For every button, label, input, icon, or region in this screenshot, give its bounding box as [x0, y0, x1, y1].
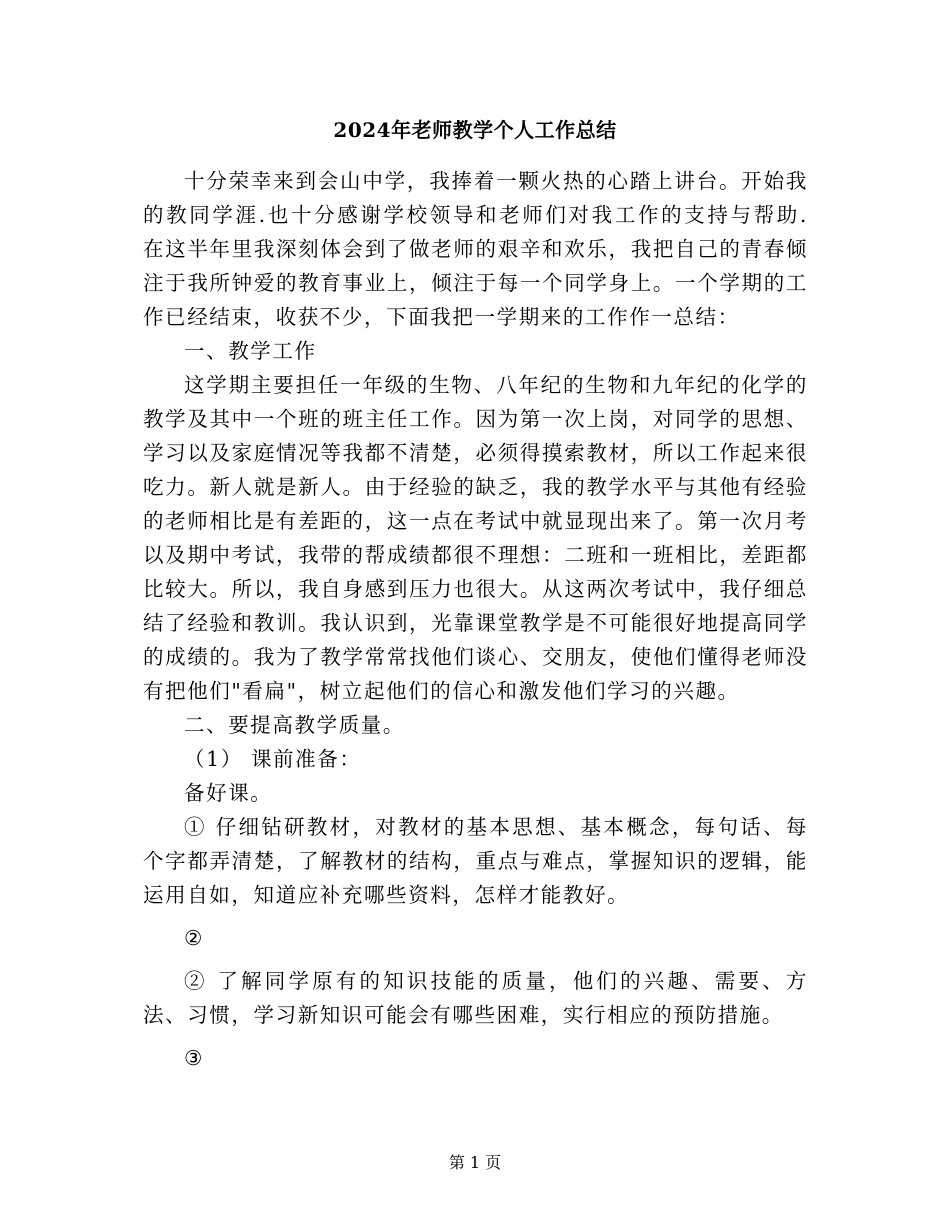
list-item-3-marker: ③ [184, 1046, 204, 1070]
paragraph-teaching-work: 这学期主要担任一年级的生物、八年纪的生物和九年纪的化学的教学及其中一个班的班主任工作。因为第一次上岗，对同学的思想、学习以及家庭情况等我都不清楚，必须得摸索教材，所以工作起来很吃力。新人就是新人。由于经验的缺乏，我的教学水平与其他有经验的老师相比是有差距的，这一点在考试中就显现出来了。第一次月考以及期中考试，我带的帮成绩都很不理想：二班和一班相比，差距都比较大。所以，我自身感到压力也很大。从这两次考试中，我仔细总结了经验和教训。我认识到，光靠课堂教学是不可能很好地提高同学的成绩的。我为了教学常常找他们谈心、交朋友，使他们懂得老师没有把他们"看扁"，树立起他们的信心和激发他们学习的兴趣。 [143, 373, 808, 703]
paragraph-intro: 十分荣幸来到会山中学，我捧着一颗火热的心踏上讲台。开始我的教同学涯.也十分感谢学校领导和老师们对我工作的支持与帮助. 在这半年里我深刻体会到了做老师的艰辛和欢乐，我把自己的青春倾注于我所钟爱的教育事业上，倾注于每一个同学身上。一个学期的工作已经结束，收获不少，下面我把一学期来的工作作一总结： [143, 169, 808, 329]
document-title: 2024年老师教学个人工作总结 [333, 118, 617, 142]
paragraph-prepare-lessons: 备好课。 [184, 781, 273, 805]
list-item-2-marker: ② [184, 926, 204, 950]
list-item-2: ② 了解同学原有的知识技能的质量，他们的兴趣、需要、方法、习惯，学习新知识可能会有哪些困难，实行相应的预防措施。 [143, 969, 808, 1027]
document-body [143, 164, 808, 1075]
page-number: 第 1 页 [448, 1153, 502, 1172]
section-heading-teaching-work: 一、教学工作 [184, 339, 317, 363]
section-heading-teaching-quality: 二、要提高教学质量。 [184, 713, 405, 737]
subheading-lesson-prep: （1） 课前准备： [184, 747, 362, 771]
list-item-1: ① 仔细钻研教材，对教材的基本思想、基本概念，每句话、每个字都弄清楚，了解教材的结构，重点与难点，掌握知识的逻辑，能运用自如，知道应补充哪些资料，怎样才能教好。 [143, 815, 808, 907]
